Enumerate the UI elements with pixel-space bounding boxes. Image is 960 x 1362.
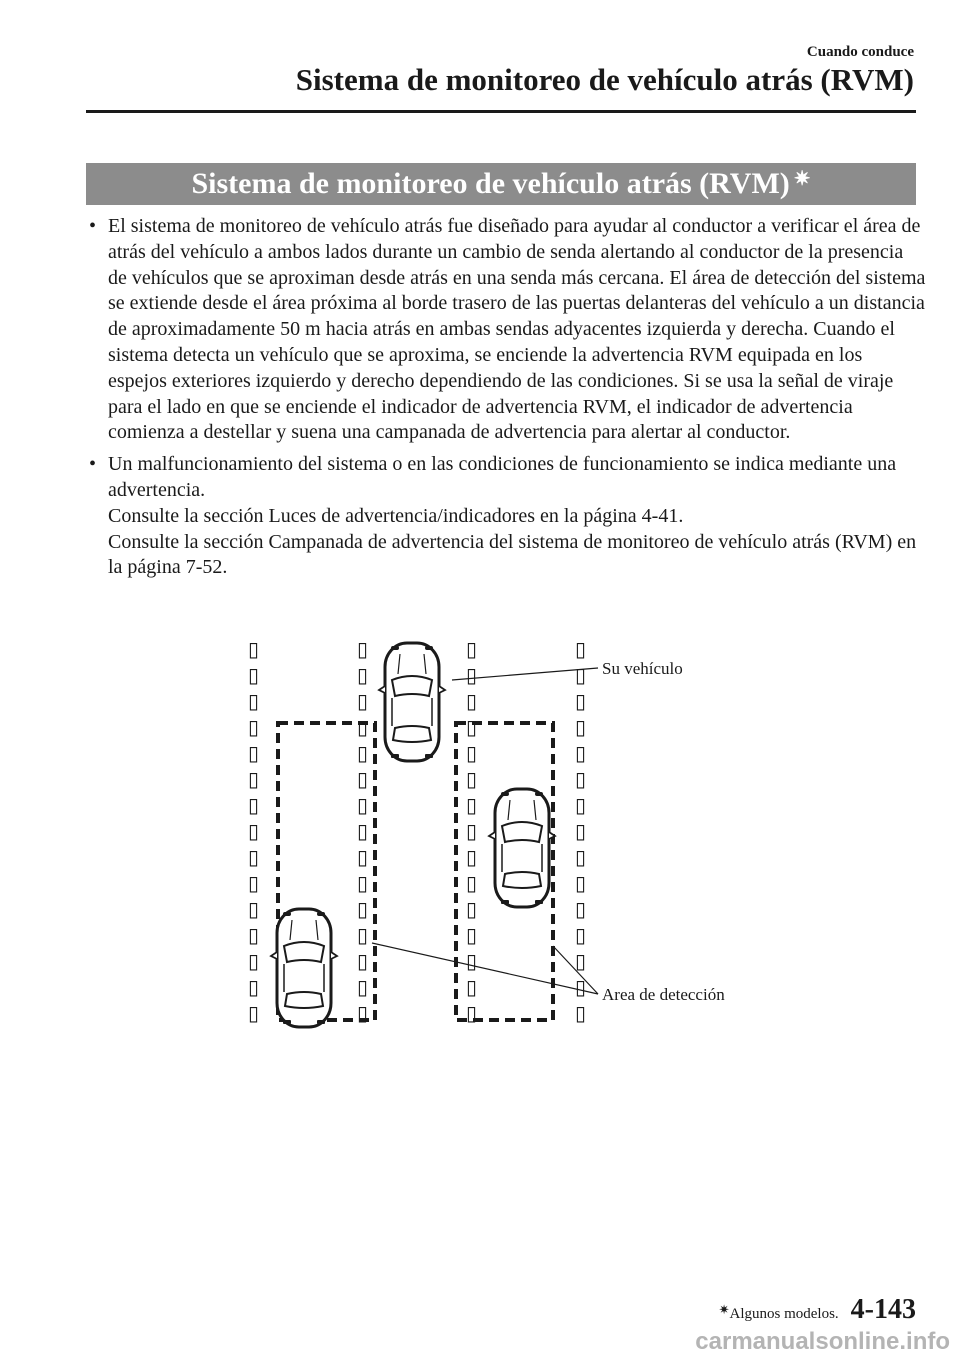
running-header-subtitle: Cuando conduce [806, 44, 914, 60]
footnote [718, 1302, 839, 1323]
lane-marker: ▯ [248, 923, 260, 947]
lane-marker: ▯ [248, 871, 260, 895]
lane-marker: ▯ [466, 689, 478, 713]
rvm-detection-diagram [240, 638, 780, 1038]
header-divider [86, 110, 916, 113]
lane-marker: ▯ [466, 638, 478, 661]
lane-marker: ▯ [357, 793, 369, 817]
lane-marker: ▯ [466, 871, 478, 895]
lane-marker: ▯ [357, 949, 369, 973]
lane-marker: ▯ [357, 923, 369, 947]
lane-marker: ▯ [575, 741, 587, 765]
optional-star-icon: ✷ [718, 1302, 730, 1317]
lane-marker: ▯ [248, 1001, 260, 1025]
lane-marker: ▯ [357, 715, 369, 739]
optional-star-icon: ✷ [793, 167, 811, 190]
lane-marker: ▯ [357, 638, 369, 661]
list-item [86, 214, 926, 446]
lane-marker: ▯ [466, 975, 478, 999]
lane-marker: ▯ [357, 871, 369, 895]
lane-marker: ▯ [248, 767, 260, 791]
running-header-title: Sistema de monitoreo de vehículo atrás (RVM) [295, 62, 914, 97]
lane-marker: ▯ [575, 871, 587, 895]
lane-marker: ▯ [575, 638, 587, 661]
bullet-list [86, 214, 926, 587]
cross-reference: Consulte la sección Campanada de advertencia del sistema de monitoreo de vehículo atrás (RVM) en la página 7-52. [108, 530, 917, 579]
section-title: Sistema de monitoreo de vehículo atrás (RVM) [191, 167, 790, 200]
footnote-text: Algunos modelos. [729, 1306, 839, 1322]
paragraph: Un malfuncionamiento del sistema o en las condiciones de funcionamiento se indica mediante una advertencia. [108, 453, 897, 501]
lane-marker: ▯ [575, 689, 587, 713]
lane-marker: ▯ [248, 741, 260, 765]
lane-marker: ▯ [357, 975, 369, 999]
lane-marker: ▯ [248, 689, 260, 713]
lane-marker: ▯ [575, 819, 587, 843]
lane-marker: ▯ [575, 923, 587, 947]
lane-marker: ▯ [248, 975, 260, 999]
lane-marker: ▯ [466, 663, 478, 687]
lane-marker: ▯ [466, 741, 478, 765]
lane-marker: ▯ [357, 819, 369, 843]
bullet-icon: • [89, 453, 97, 476]
lane-marker: ▯ [575, 1001, 587, 1025]
cross-reference: Consulte la sección Luces de advertencia/indicadores en la página 4-41. [108, 504, 684, 527]
section-title-bar [86, 163, 916, 205]
page-number: 4-143 [850, 1294, 916, 1325]
lane-marker: ▯ [575, 845, 587, 869]
lane-marker: ▯ [466, 1001, 478, 1025]
own-vehicle [379, 643, 445, 761]
lane-marker: ▯ [575, 975, 587, 999]
lane-marker: ▯ [248, 897, 260, 921]
lane-marker: ▯ [466, 793, 478, 817]
lane-marker: ▯ [575, 663, 587, 687]
leader-line-area-left [372, 943, 598, 994]
lane-marker: ▯ [248, 819, 260, 843]
list-item [86, 452, 926, 581]
lane-marker: ▯ [575, 767, 587, 791]
lane-marker: ▯ [575, 897, 587, 921]
approaching-vehicle-right [489, 789, 555, 907]
lane-marker: ▯ [575, 949, 587, 973]
lane-marker: ▯ [357, 845, 369, 869]
lane-marker: ▯ [575, 793, 587, 817]
lane-marker: ▯ [357, 1001, 369, 1025]
page-footer [719, 1294, 916, 1326]
lane-marker: ▯ [248, 638, 260, 661]
lane-marker: ▯ [466, 767, 478, 791]
lane-marker: ▯ [357, 897, 369, 921]
lane-marker: ▯ [466, 949, 478, 973]
lane-marker: ▯ [248, 715, 260, 739]
lane-marker: ▯ [466, 715, 478, 739]
label-your-vehicle: Su vehículo [602, 659, 683, 678]
lane-marker: ▯ [357, 767, 369, 791]
lane-marker: ▯ [466, 923, 478, 947]
label-detection-area: Area de detección [602, 985, 725, 1004]
lane-marker: ▯ [357, 689, 369, 713]
lane-marker: ▯ [248, 845, 260, 869]
lane-marker: ▯ [357, 741, 369, 765]
lane-marker: ▯ [248, 793, 260, 817]
lane-marker: ▯ [575, 715, 587, 739]
lane-marker: ▯ [466, 819, 478, 843]
lane-marker: ▯ [248, 949, 260, 973]
paragraph: El sistema de monitoreo de vehículo atrás fue diseñado para ayudar al conductor a verificar el área de atrás del vehículo a ambos lados durante un cambio de senda alertando al conductor de la presencia de vehículos que se aproximan desde atrás en una senda más cercana. El área de detección del sistema se extiende desde el área próxima al borde trasero de las puertas delanteras del vehículo a un distancia de aproximadamente 50 m hacia atrás en ambas sendas adyacentes izquierda y derecha. Cuando el sistema detecta un vehículo que se aproxima, se enciende la advertencia RVM equipada en los espejos exteriores izquierdo y derecho dependiendo de las condiciones. Si se usa la señal de viraje para el lado en que se enciende el indicador de advertencia RVM, el indicador de advertencia comienza a destellar y suena una campanada de advertencia para alertar al conductor. [108, 215, 926, 444]
approaching-vehicle-left [271, 909, 337, 1027]
watermark: carmanualsonline.info [695, 1328, 950, 1355]
lane-marker: ▯ [466, 897, 478, 921]
lane-marker: ▯ [357, 663, 369, 687]
bullet-icon: • [89, 215, 97, 237]
lane-marker: ▯ [248, 663, 260, 687]
lane-marker: ▯ [466, 845, 478, 869]
